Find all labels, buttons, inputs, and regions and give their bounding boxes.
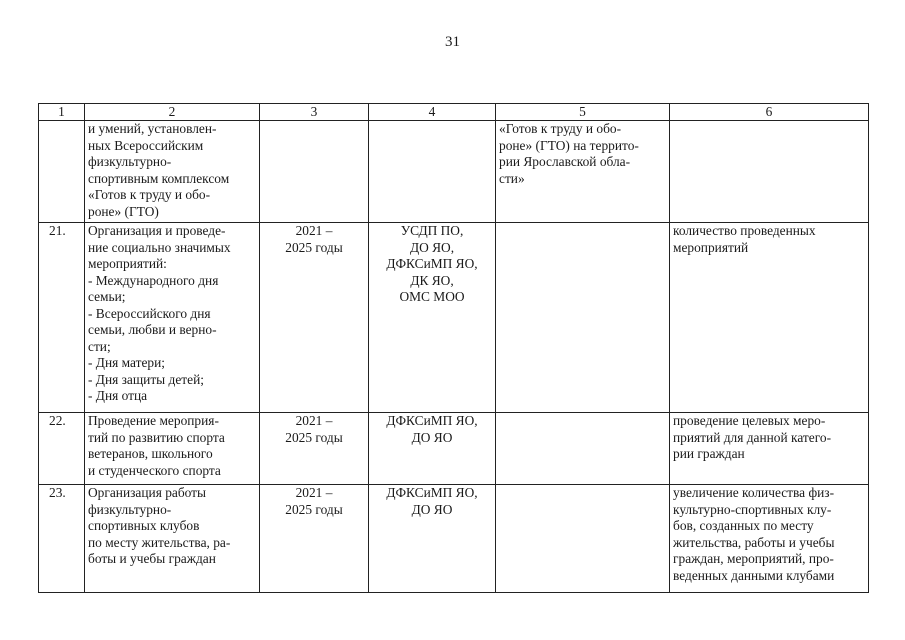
row-number-cell: 23. — [39, 485, 85, 593]
text-line: - Дня защиты детей; — [88, 371, 204, 387]
executors-cell — [369, 223, 496, 413]
text-line: ДО ЯО — [411, 429, 453, 445]
column5-cell — [496, 121, 670, 223]
text-line: физкультурно- — [88, 154, 172, 169]
text-line: семьи; — [88, 289, 126, 304]
row-number-cell: 21. — [39, 223, 85, 413]
text-line: 2025 годы — [285, 429, 343, 445]
text-line: - Дня отца — [88, 388, 148, 403]
table-row — [39, 413, 869, 485]
text-line: ДО ЯО — [411, 501, 453, 517]
text-line: граждан, мероприятий, про- — [673, 551, 834, 566]
text-line: ных Всероссийским — [88, 137, 204, 153]
text-line: жительства, работы и учебы — [673, 534, 835, 550]
text-line: ДФКСиМП ЯО, — [386, 485, 478, 500]
text-line: тий по развитию спорта — [88, 429, 225, 445]
text-line: - Всероссийского дня — [88, 305, 211, 321]
text-line: и умений, установлен- — [88, 121, 217, 136]
text-line: ветеранов, школьного — [88, 446, 213, 461]
text-line: ДФКСиМП ЯО, — [386, 256, 478, 271]
text-line: - Дня матери; — [88, 355, 165, 370]
text-line: - Международного дня — [88, 272, 219, 288]
text-line: веденных данными клубами — [673, 567, 835, 583]
header-cell: 5 — [496, 104, 670, 121]
text-line: ние социально значимых — [88, 239, 231, 255]
header-cell: 1 — [39, 104, 85, 121]
event-description-cell — [85, 485, 260, 593]
period-cell — [260, 223, 369, 413]
result-indicator-cell — [670, 485, 869, 593]
text-line: «Готов к труду и обо- — [499, 121, 622, 136]
text-line: Проведение мероприя- — [88, 413, 219, 428]
column5-cell — [496, 223, 670, 413]
table-row — [39, 121, 869, 223]
executors-cell — [369, 485, 496, 593]
page-number: 31 — [445, 34, 460, 50]
period-cell — [260, 485, 369, 593]
text-line: УСДП ПО, — [400, 223, 464, 238]
table-row — [39, 223, 869, 413]
text-line: ДО ЯО, — [409, 239, 455, 255]
text-line: увеличение количества физ- — [673, 485, 835, 500]
text-line: спортивных клубов — [88, 518, 200, 533]
column5-cell — [496, 413, 670, 485]
text-line: рии граждан — [673, 446, 745, 461]
header-cell: 2 — [85, 104, 260, 121]
text-line: «Готов к труду и обо- — [88, 187, 211, 202]
program-table — [38, 103, 869, 593]
column5-cell — [496, 485, 670, 593]
text-line: и студенческого спорта — [88, 462, 221, 478]
text-line: бов, созданных по месту — [673, 518, 814, 533]
text-line: роне» (ГТО) на террито- — [499, 137, 639, 153]
executors-cell — [369, 413, 496, 485]
header-cell: 4 — [369, 104, 496, 121]
text-line: культурно-спортивных клу- — [673, 501, 832, 517]
result-indicator-cell — [670, 223, 869, 413]
executors-cell — [369, 121, 496, 223]
text-line: спортивным комплексом — [88, 170, 230, 186]
header-cell: 3 — [260, 104, 369, 121]
event-description-cell — [85, 121, 260, 223]
text-line: боты и учебы граждан — [88, 551, 216, 566]
period-cell — [260, 121, 369, 223]
event-description-cell — [85, 223, 260, 413]
text-line: ДФКСиМП ЯО, — [386, 413, 478, 428]
text-line: ОМС МОО — [399, 289, 465, 304]
text-line: Организация работы — [88, 485, 207, 500]
text-line: мероприятий — [673, 239, 749, 255]
table-row — [39, 485, 869, 593]
text-line: сти; — [88, 338, 111, 354]
text-line: ДК ЯО, — [410, 272, 454, 288]
text-line: количество проведенных — [673, 223, 816, 238]
header-row — [39, 104, 869, 121]
result-indicator-cell — [670, 413, 869, 485]
text-line: мероприятий: — [88, 256, 167, 271]
header-cell: 6 — [670, 104, 869, 121]
text-line: по месту жительства, ра- — [88, 534, 231, 550]
period-cell — [260, 413, 369, 485]
text-line: роне» (ГТО) — [88, 203, 159, 219]
text-line: 2021 – — [295, 413, 333, 428]
text-line: Организация и проведе- — [88, 223, 226, 238]
text-line: семьи, любви и верно- — [88, 322, 217, 337]
result-indicator-cell — [670, 121, 869, 223]
text-line: 2021 – — [295, 485, 333, 500]
row-number-cell — [39, 121, 85, 223]
text-line: 2025 годы — [285, 501, 343, 517]
row-number-cell: 22. — [39, 413, 85, 485]
text-line: приятий для данной катего- — [673, 429, 832, 445]
text-line: рии Ярославской обла- — [499, 154, 631, 169]
text-line: физкультурно- — [88, 501, 172, 517]
text-line: 2025 годы — [285, 239, 343, 255]
text-line: 2021 – — [295, 223, 333, 238]
text-line: проведение целевых меро- — [673, 413, 826, 428]
event-description-cell — [85, 413, 260, 485]
text-line: сти» — [499, 170, 525, 186]
